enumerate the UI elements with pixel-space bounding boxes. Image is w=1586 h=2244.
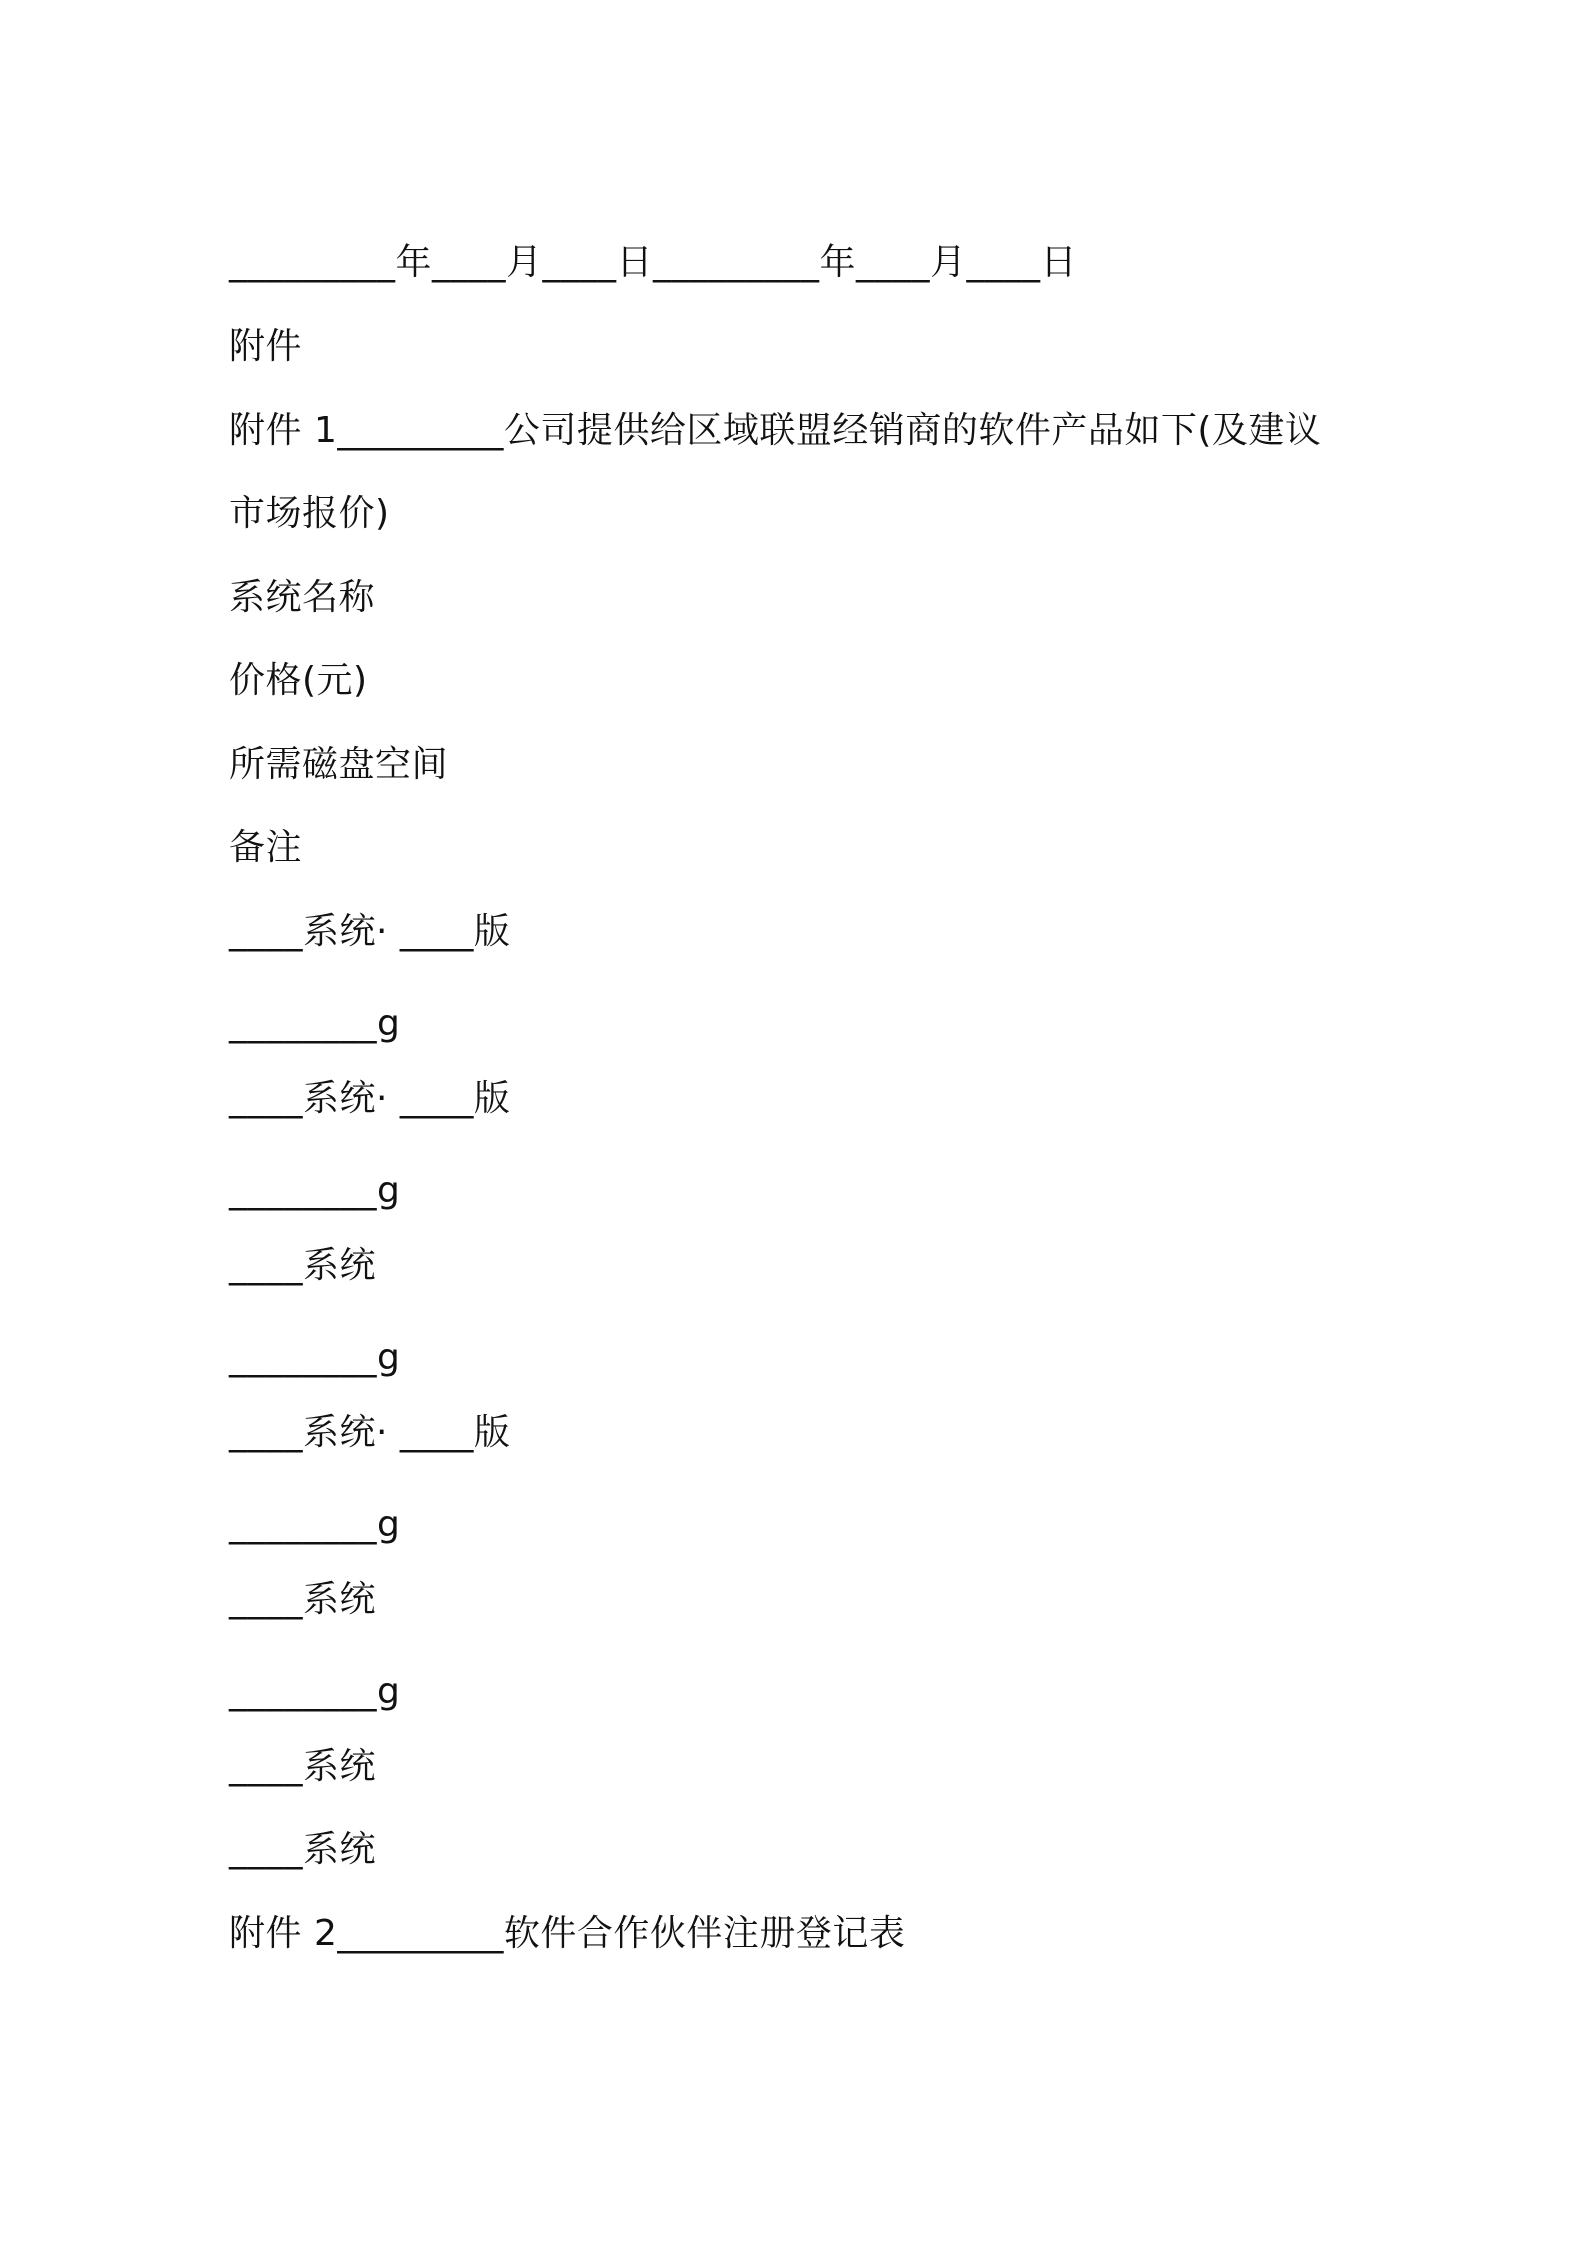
column-disk-space: 所需磁盘空间 — [229, 744, 449, 785]
appendix-heading: 附件 — [229, 326, 303, 367]
row4-disk-space: ________g — [229, 1504, 401, 1545]
row3-disk-space: ________g — [229, 1337, 401, 1378]
date-line: _________年____月____日_________年____月____日 — [229, 242, 1077, 283]
row5-disk-space: ________g — [229, 1671, 401, 1712]
row3-system: ____系统 — [229, 1245, 377, 1286]
column-remarks: 备注 — [229, 827, 303, 868]
row2-system: ____系统· ____版 — [229, 1078, 511, 1119]
appendix1-title-line1: 附件 1_________公司提供给区域联盟经销商的软件产品如下(及建议 — [229, 410, 1322, 451]
row1-disk-space: ________g — [229, 1003, 401, 1044]
row7-system: ____系统 — [229, 1829, 377, 1870]
row1-system: ____系统· ____版 — [229, 911, 511, 952]
appendix1-title-line2: 市场报价) — [229, 493, 390, 534]
row4-system: ____系统· ____版 — [229, 1412, 511, 1453]
row6-system: ____系统 — [229, 1746, 377, 1787]
row2-disk-space: ________g — [229, 1170, 401, 1211]
row5-system: ____系统 — [229, 1579, 377, 1620]
appendix2-title: 附件 2_________软件合作伙伴注册登记表 — [229, 1913, 906, 1954]
column-price: 价格(元) — [229, 660, 368, 701]
column-system-name: 系统名称 — [229, 577, 376, 618]
